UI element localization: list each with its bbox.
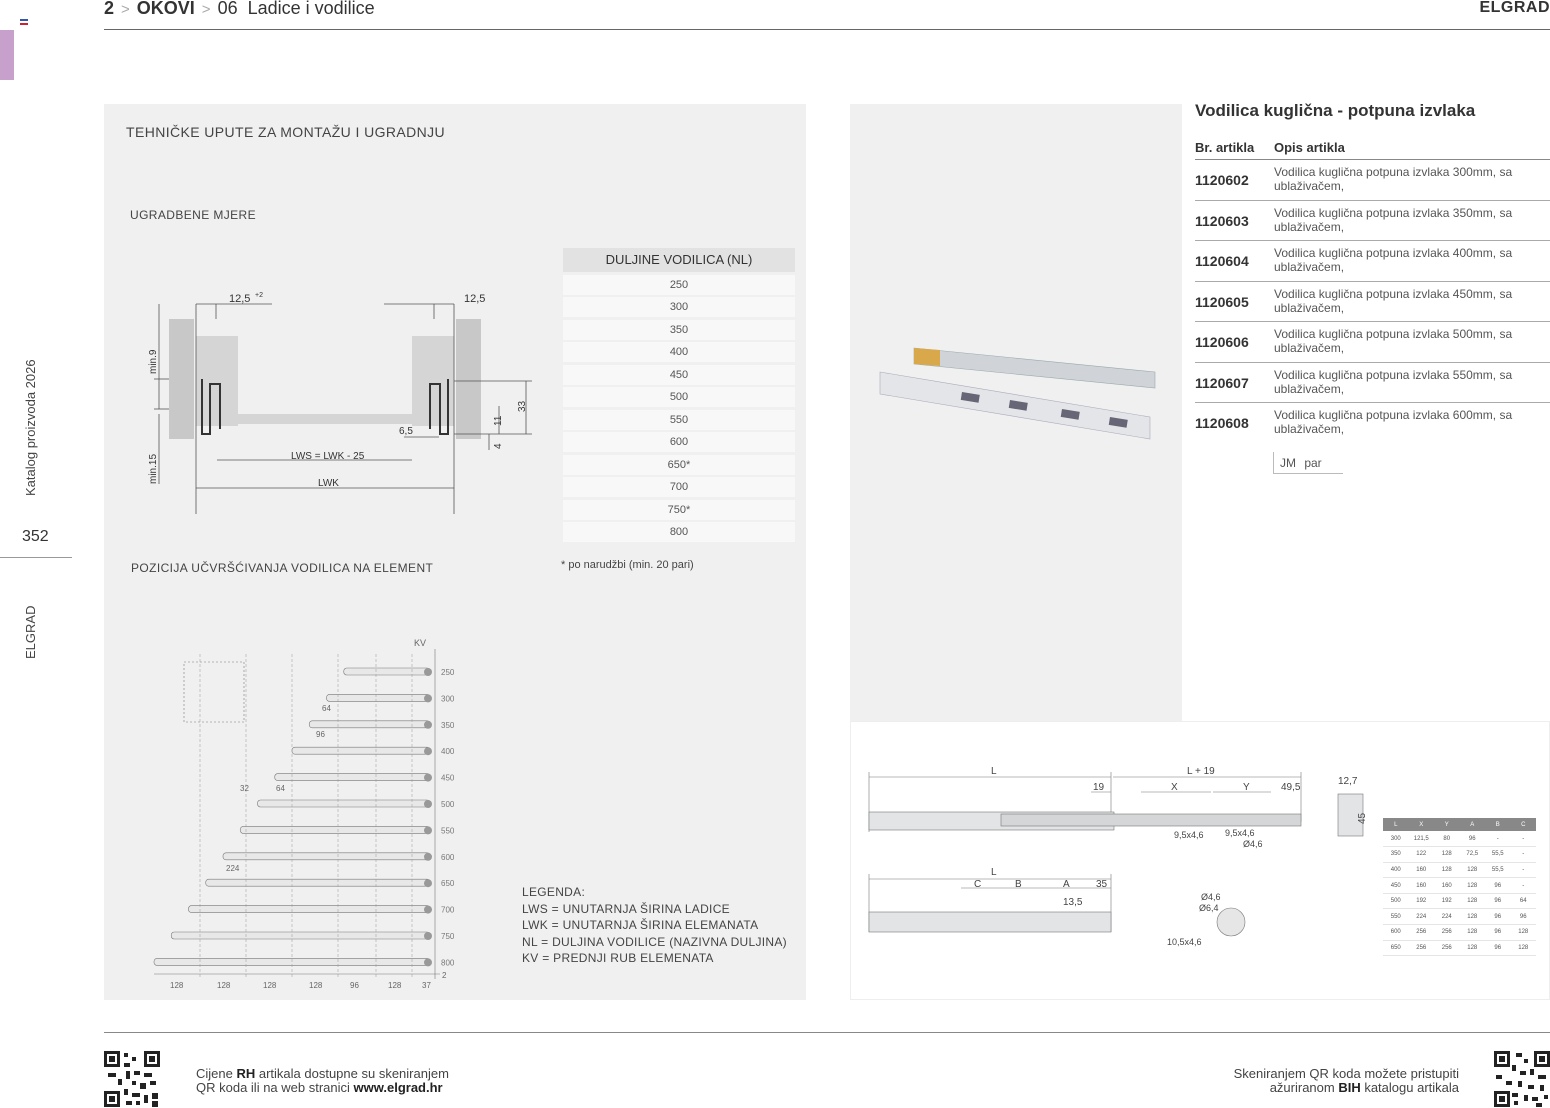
table-row (1383, 878, 1536, 894)
dim-label: 128 (309, 981, 323, 990)
chevron-right-icon: > (121, 1, 130, 18)
breadcrumb (104, 0, 375, 19)
dim-label: L (991, 766, 997, 777)
table-header-row (1383, 818, 1536, 831)
footer-text-right (1234, 1067, 1459, 1095)
chapter-tab[interactable] (0, 30, 14, 80)
dim-label: Ø6,4 (1199, 903, 1219, 913)
product-photo (850, 104, 1182, 721)
footer-text: ažuriranom (1269, 1080, 1339, 1095)
kv-label: KV (414, 638, 427, 648)
footer-text: QR koda ili na web stranici (196, 1080, 354, 1095)
table-cell: - (1511, 878, 1537, 894)
table-row (1383, 909, 1536, 925)
breadcrumb-section-num[interactable]: 06 (217, 0, 238, 18)
breadcrumb-category[interactable]: OKOVI (136, 0, 195, 18)
dim-label: 96 (316, 730, 325, 739)
length-label: 450 (441, 773, 455, 783)
table-cell: 128 (1460, 862, 1486, 878)
positions-drawing (144, 634, 484, 994)
length-label: 400 (441, 747, 455, 757)
legend-item: KV = PREDNJI RUB ELEMENATA (522, 951, 714, 965)
dim-label: 4 (493, 443, 504, 449)
dim-label: C (974, 879, 982, 890)
dim-label: 64 (276, 784, 285, 793)
length-label: 700 (441, 905, 455, 915)
slide-end-cap (424, 668, 432, 676)
table-cell: 128 (1460, 893, 1486, 909)
table-cell: 160 (1434, 878, 1460, 894)
installation-panel (104, 104, 806, 1000)
table-cell: 72,5 (1460, 847, 1486, 863)
table-cell: 192 (1434, 893, 1460, 909)
dim-label: 37 (422, 981, 431, 990)
table-cell: 128 (1434, 862, 1460, 878)
table-row: 750* (563, 500, 795, 520)
table-cell: 121,5 (1409, 831, 1435, 847)
footer-text-bold: RH (236, 1066, 256, 1081)
dim-label: L (991, 867, 997, 878)
article-desc: Vodilica kuglična potpuna izvlaka 500mm, sa ublaživačem, (1274, 327, 1513, 355)
article-code: 1120608 (1195, 415, 1249, 431)
slide-bar (206, 879, 430, 886)
dim-label: L + 19 (1187, 766, 1215, 777)
catalog-label: Katalog proizvoda 2026 (23, 359, 38, 496)
page-number: 352 (22, 528, 49, 545)
slide-end-cap (424, 958, 432, 966)
slide-end-cap (424, 774, 432, 782)
slide-bar (292, 747, 430, 754)
dim-label: 128 (217, 981, 231, 990)
slide-bar (344, 668, 430, 675)
article-desc: Vodilica kuglična potpuna izvlaka 300mm, sa ublaživačem, (1274, 165, 1513, 193)
dim-label: 9,5x4,6 (1174, 830, 1204, 840)
length-label: 250 (441, 668, 455, 677)
dim-label: A (1063, 879, 1070, 890)
dim-label: Ø4,6 (1243, 839, 1263, 849)
table-cell: 64 (1511, 893, 1537, 909)
table-cell: 256 (1409, 925, 1435, 941)
footer-text: artikala dostupne su skeniranjem (255, 1066, 449, 1081)
table-cell: 80 (1434, 831, 1460, 847)
table-cell: 160 (1409, 878, 1435, 894)
column-header-code: Br. artikla (1195, 140, 1255, 155)
table-cell: 128 (1511, 940, 1537, 956)
dim-label: 128 (388, 981, 402, 990)
section-title-dimensions: UGRADBENE MJERE (130, 208, 257, 222)
section-title-positions: POZICIJA UČVRŠĆIVANJA VODILICA NA ELEMENT (131, 561, 434, 575)
table-cell: 160 (1409, 862, 1435, 878)
dim-label: 13,5 (1063, 897, 1083, 908)
table-row: 350 (563, 320, 795, 340)
dim-label: 11 (493, 415, 504, 426)
article-code: 1120606 (1195, 334, 1249, 350)
table-cell: 128 (1434, 847, 1460, 863)
table-cell: 96 (1485, 940, 1511, 956)
header-bar (104, 0, 1550, 30)
slide-end-cap (424, 826, 432, 834)
footer-text-bold: BIH (1338, 1080, 1361, 1095)
column-header: B (1485, 818, 1511, 831)
article-code: 1120603 (1195, 212, 1249, 229)
dim-label: 12,7 (1338, 776, 1358, 787)
technical-drawing (851, 722, 1381, 999)
dimension-table (1383, 818, 1536, 956)
table-row[interactable] (1195, 403, 1550, 444)
table-cell: 96 (1485, 909, 1511, 925)
dim-label: B (1015, 879, 1022, 890)
dim-label: 224 (226, 864, 240, 873)
table-row (1383, 847, 1536, 863)
website-link[interactable]: www.elgrad.hr (353, 1080, 443, 1095)
table-cell: 600 (1383, 925, 1409, 941)
footer-text: katalogu artikala (1360, 1080, 1459, 1095)
dim-label: 35 (1096, 879, 1108, 890)
footer-divider (104, 1032, 1550, 1033)
product-title: Vodilica kuglična - potpuna izvlaka (1195, 101, 1476, 120)
length-labels (441, 668, 455, 967)
table-cell: 256 (1434, 925, 1460, 941)
table-row[interactable] (1195, 201, 1550, 242)
dim-label: 12,5 (229, 293, 251, 305)
table-cell: 55,5 (1485, 847, 1511, 863)
table-cell: 96 (1485, 925, 1511, 941)
table-cell: 256 (1409, 940, 1435, 956)
table-cell: 500 (1383, 893, 1409, 909)
table-cell: 256 (1434, 940, 1460, 956)
dim-label: 2 (442, 971, 447, 980)
table-cell: 128 (1460, 909, 1486, 925)
legend-item: LWK = UNUTARNJA ŠIRINA ELEMANATA (522, 918, 759, 932)
table-row: 650* (563, 455, 795, 475)
table-row[interactable] (1195, 160, 1550, 201)
unit-of-measure: JM par (1273, 452, 1343, 474)
column-header: X (1409, 818, 1435, 831)
column-header: A (1460, 818, 1486, 831)
table-row[interactable] (1195, 241, 1550, 282)
article-code: 1120604 (1195, 253, 1249, 269)
slide-end-cap (424, 694, 432, 702)
table-cell: 122 (1409, 847, 1435, 863)
dim-label: 64 (322, 704, 331, 713)
legend-item: NL = DULJINA VODILICE (NAZIVNA DULJINA) (522, 934, 787, 949)
table-cell: 96 (1511, 909, 1537, 925)
article-desc: Vodilica kuglična potpuna izvlaka 450mm, sa ublaživačem, (1274, 286, 1513, 315)
dim-label: 32 (240, 784, 249, 793)
article-code: 1120607 (1195, 374, 1249, 391)
article-desc: Vodilica kuglična potpuna izvlaka 600mm, sa ublaživačem, (1274, 408, 1513, 436)
qr-code-icon[interactable] (104, 1051, 160, 1107)
table-cell: - (1511, 831, 1537, 847)
panel-title: TEHNIČKE UPUTE ZA MONTAŽU I UGRADNJU (126, 124, 446, 140)
article-desc: Vodilica kuglična potpuna izvlaka 550mm, sa ublaživačem, (1274, 367, 1513, 396)
table-row: 800 (563, 522, 795, 542)
dim-label: min.15 (148, 453, 159, 484)
table-header: DULJINE VODILICA (NL) (563, 248, 795, 272)
slide-end-cap (424, 879, 432, 887)
table-row: 250 (563, 275, 795, 295)
dim-label: 12,5 (464, 293, 486, 305)
dim-label: LWK (318, 478, 339, 489)
table-cell: 550 (1383, 909, 1409, 925)
table-cell: 128 (1460, 925, 1486, 941)
slide-bars (154, 654, 432, 979)
legend-item: LWS = UNUTARNJA ŠIRINA LADICE (522, 901, 730, 916)
breadcrumb-section[interactable]: Ladice i vodilice (247, 0, 375, 18)
flag-icon (20, 19, 28, 25)
article-code: 1120602 (1195, 172, 1249, 188)
article-desc: Vodilica kuglična potpuna izvlaka 350mm, sa ublaživačem, (1274, 205, 1513, 234)
chevron-right-icon: > (201, 1, 211, 18)
dim-label: 10,5x4,6 (1167, 937, 1202, 947)
table-row (1383, 831, 1536, 847)
dim-label: 19 (1093, 782, 1105, 793)
table-row (1383, 893, 1536, 909)
dim-label: 96 (350, 981, 359, 990)
slide-end-cap (424, 747, 432, 755)
table-row: 500 (563, 387, 795, 407)
table-header (1195, 138, 1550, 160)
table-row: 300 (563, 297, 795, 317)
table-cell: 300 (1383, 831, 1409, 847)
length-label: 500 (441, 800, 455, 809)
table-cell: 450 (1383, 878, 1409, 894)
dim-label: 49,5 (1281, 782, 1301, 793)
column-header: Y (1434, 818, 1460, 831)
table-cell: 128 (1460, 940, 1486, 956)
divider (0, 557, 72, 558)
slide-bar (327, 694, 431, 701)
qr-code-icon[interactable] (1494, 1051, 1550, 1107)
dim-label: 128 (170, 981, 184, 990)
table-row[interactable] (1195, 322, 1550, 363)
table-row: 600 (563, 432, 795, 452)
table-cell: - (1511, 847, 1537, 863)
slide-end-cap (424, 721, 432, 729)
dim-label: +2 (255, 292, 263, 299)
table-cell: 400 (1383, 862, 1409, 878)
table-row (1383, 940, 1536, 956)
slide-bar (171, 932, 430, 939)
table-cell: - (1511, 862, 1537, 878)
slide-bar (258, 800, 431, 807)
table-cell: - (1485, 831, 1511, 847)
table-cell: 192 (1409, 893, 1435, 909)
product-photo-panel (850, 104, 1182, 721)
table-cell: 96 (1460, 831, 1486, 847)
table-row: 550 (563, 410, 795, 430)
slide-end-cap (424, 906, 432, 914)
article-code: 1120605 (1195, 293, 1249, 310)
slide-lengths-table (563, 248, 795, 542)
length-label: 650 (441, 879, 455, 889)
slide-bar (223, 853, 430, 860)
dim-label: 6,5 (399, 426, 413, 437)
slide-bar (275, 774, 430, 781)
length-label: 300 (441, 694, 455, 704)
article-desc: Vodilica kuglična potpuna izvlaka 400mm, sa ublaživačem, (1274, 246, 1513, 274)
order-note: * po narudžbi (min. 20 pari) (561, 559, 694, 571)
dim-label: X (1171, 782, 1178, 793)
length-label: 550 (441, 826, 455, 836)
table-row: 400 (563, 342, 795, 362)
footer-text: Skeniranjem QR koda možete pristupiti (1233, 1066, 1459, 1081)
length-label: 800 (441, 958, 455, 968)
slide-bar (240, 826, 430, 833)
table-row: 700 (563, 477, 795, 497)
dim-label: min.9 (148, 349, 159, 374)
slide-end-cap (424, 932, 432, 940)
table-cell: 96 (1485, 878, 1511, 894)
table-cell: 128 (1511, 925, 1537, 941)
sidebar-brand: ELGRAD (23, 605, 38, 659)
footer-text: Cijene (196, 1066, 237, 1081)
table-row[interactable] (1195, 282, 1550, 323)
dim-label: 128 (263, 981, 277, 990)
breadcrumb-chapter-num[interactable]: 2 (104, 0, 115, 18)
column-header-desc: Opis artikla (1274, 140, 1345, 155)
dim-label: 9,5x4,6 (1225, 828, 1255, 838)
table-cell: 350 (1383, 847, 1409, 863)
table-cell: 650 (1383, 940, 1409, 956)
slide-end-cap (424, 800, 432, 808)
legend (522, 884, 787, 967)
dim-label: 33 (517, 400, 528, 412)
table-cell: 128 (1460, 878, 1486, 894)
legend-title: LEGENDA: (522, 885, 586, 899)
dim-label: Y (1243, 782, 1250, 793)
footer-text-left (196, 1067, 449, 1095)
table-cell: 224 (1409, 909, 1435, 925)
dim-label: Ø4,6 (1201, 892, 1221, 902)
length-label: 600 (441, 852, 455, 862)
dim-label: LWS = LWK - 25 (291, 451, 365, 462)
dim-label: 45 (1357, 812, 1368, 824)
table-cell: 224 (1434, 909, 1460, 925)
column-header: C (1511, 818, 1537, 831)
column-header: L (1383, 818, 1409, 831)
table-row (1383, 925, 1536, 941)
slide-end-cap (424, 853, 432, 861)
table-row[interactable] (1195, 363, 1550, 404)
slide-bar (189, 906, 431, 913)
product-table (1195, 138, 1550, 444)
table-cell: 96 (1485, 893, 1511, 909)
length-label: 750 (441, 932, 455, 941)
brand-logo-text: ELGRAD (1479, 0, 1550, 16)
table-row: 450 (563, 365, 795, 385)
length-label: 350 (441, 720, 455, 730)
table-row (1383, 862, 1536, 878)
cross-section-drawing (144, 284, 544, 524)
table-cell: 55,5 (1485, 862, 1511, 878)
